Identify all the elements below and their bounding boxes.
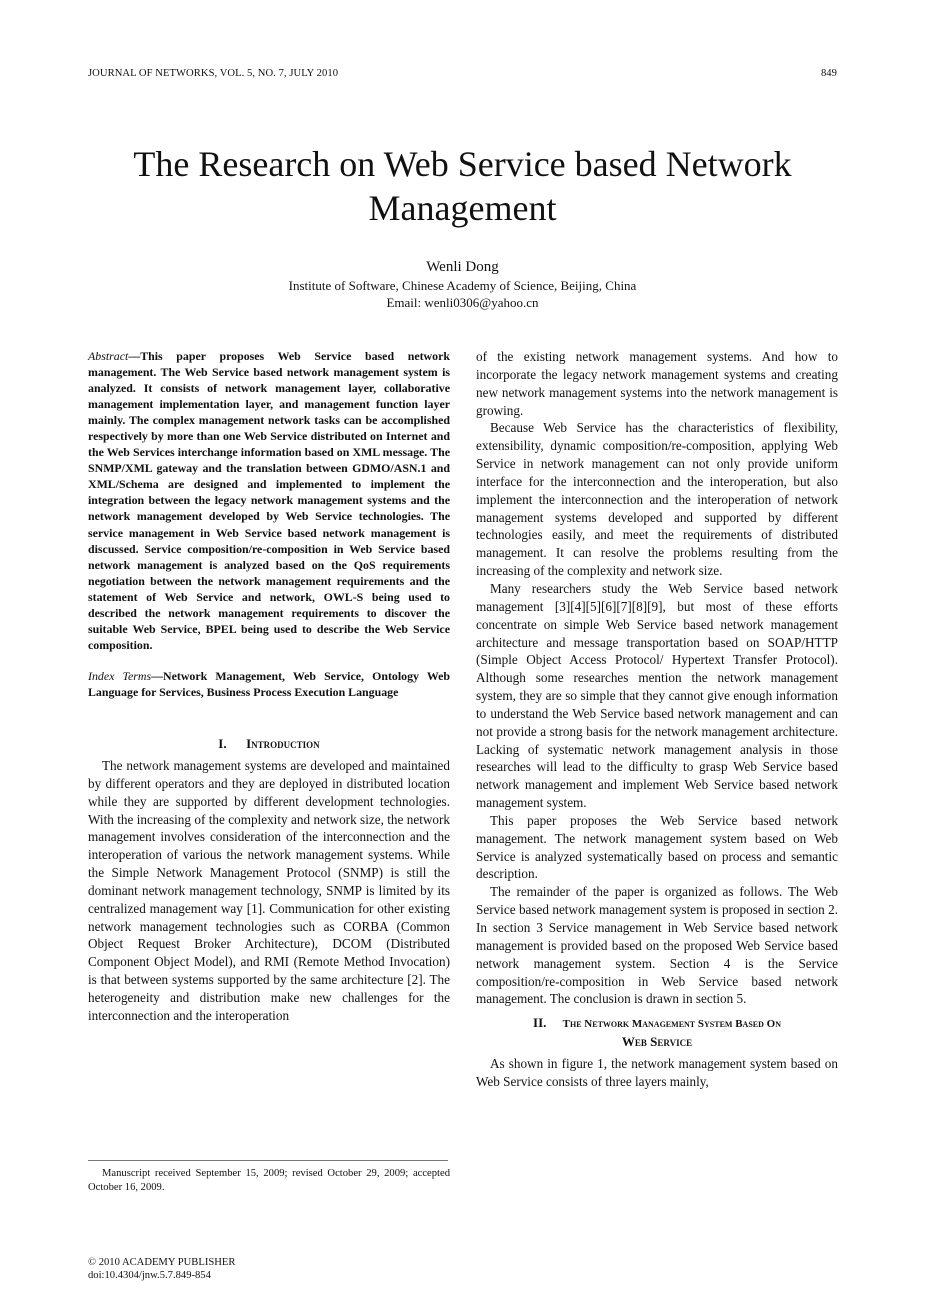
right-column [476,348,838,1091]
author-name: Wenli Dong [426,259,499,275]
index-terms [88,668,450,700]
body-paragraph: Many researchers study the Web Service based network management [3][4][5][6][7][8][9], but most of these efforts concentrate on simple Web Service based network management architecture and message transportation based on SOAP/HTTP (Simple Object Access Protocol/ Hypertext Transfer Protocol). Although some researches mention the network management system, they are so simple that they cannot give enough information to understand the Web Service based network management and can not provide a strong basis for the network management architecture. Lacking of systematic network management analysis in those researches will lead to the difficulty to grasp Web Service based network management and implement Web Service based network management system. [476,580,838,811]
body-paragraph: of the existing network management systems. And how to incorporate the legacy network management systems and creating new network management systems into the network management is growing. [476,349,838,418]
footnote-divider [88,1160,448,1161]
section-title-line1: The Network Management System Based On [562,1018,781,1031]
running-head [88,68,837,79]
section-number: II. [533,1015,547,1031]
footnote: Manuscript received September 15, 2009; revised October 29, 2009; accepted October 16, 2009. [88,1168,450,1193]
author-block [0,258,925,311]
author-affiliation: Institute of Software, Chinese Academy of Science, Beijing, China [288,278,637,293]
doi: doi:10.4304/jnw.5.7.849-854 [88,1270,211,1281]
abstract-dash: — [128,349,141,363]
section-heading-introduction [88,735,450,752]
body-paragraph: As shown in figure 1, the network management system based on Web Service consists of three layers mainly, [476,1056,838,1090]
index-terms-text: Network Management, Web Service, Ontology Web Language for Services, Business Process Execution Language [88,668,450,699]
abstract-text: This paper proposes Web Service based network management. The Web Service based network management system is analyzed. It consists of network management layer, collaborative management implementation layer, and management function layer mainly. The complex management network tasks can be accomplished respectively by more than one Web Service distributed on Internet and the Web Services interchange information based on XML message. The SNMP/XML gateway and the translation between GDMO/ASN.1 and XML/Schema are designed and implemented to implement the integration between the legacy network management systems and the network management developed by Web Service technologies. The service management in Web Service based network management is discussed. Service composition/re-composition in Web Service based network management is analyzed based on the QoS requirements negotiation between the network management requirements and the statement of Web Service and network, OWL-S being used to described the network management requirements to discover the suitable Web Service, BPEL being used to describe the Web Service composition. [88,349,450,652]
body-paragraph: This paper proposes the Web Service based network management. The network management system based on Web Service is analyzed systematically based on process and semantic description. [476,812,838,882]
publisher-info [88,1256,235,1282]
author-email: Email: wenli0306@yahoo.cn [386,295,539,310]
body-paragraph: The network management systems are developed and maintained by different operators and they are deployed in distributed location while they are supported by different development technologies. With the increasing of the complexity and network size, the network management involves consideration of the interconnection and the interoperation of various the network management systems. While the Simple Network Management Protocol (SNMP) is still the dominant network management technology, SNMP is limited by its centralized management way [1]. Communication for other existing network management technologies such as CORBA (Common Object Request Broker Architecture), DCOM (Distributed Component Object Model), and RMI (Remote Method Invocation) is that between systems supported by the same architecture [2]. The heterogeneity and distribution make new challenges for the interconnection and the interoperation [88,757,450,1023]
section-title-line2: Web Service [621,1034,693,1050]
left-column [88,348,450,1025]
index-terms-label: Index Terms [88,668,152,683]
page-number: 849 [820,68,837,79]
journal-name: JOURNAL OF NETWORKS, VOL. 5, NO. 7, JULY 2010 [88,68,339,79]
body-paragraph: Because Web Service has the characteristics of flexibility, extensibility, dynamic composition/re-composition, applying Web Service in network management can not only provide uniform interface for the interconnection and the interoperation, but also implement the interconnection and the interoperation of network management systems developed and supported by different technologies easily, and meet the requirements of distributed management. It can resolve the problems resulting from the increasing of the complexity and network size. [476,420,838,579]
abstract [88,348,450,653]
index-terms-dash: — [151,668,164,683]
section-heading-section2 [476,1014,838,1051]
section-number: I. [218,735,227,751]
copyright-notice: © 2010 ACADEMY PUBLISHER [88,1257,236,1268]
section-title: Introduction [246,735,320,751]
body-paragraph: The remainder of the paper is organized as follows. The Web Service based network management system is proposed in section 2. In section 3 Service management in Web Service based network management is provided based on the proposed Web Service based network management system. Section 4 is the Service composition/re-composition in Web Service based network management. The conclusion is drawn in section 5. [476,884,838,1007]
paper-title: The Research on Web Service based Network Management [133,144,792,228]
abstract-label: Abstract [88,349,129,363]
